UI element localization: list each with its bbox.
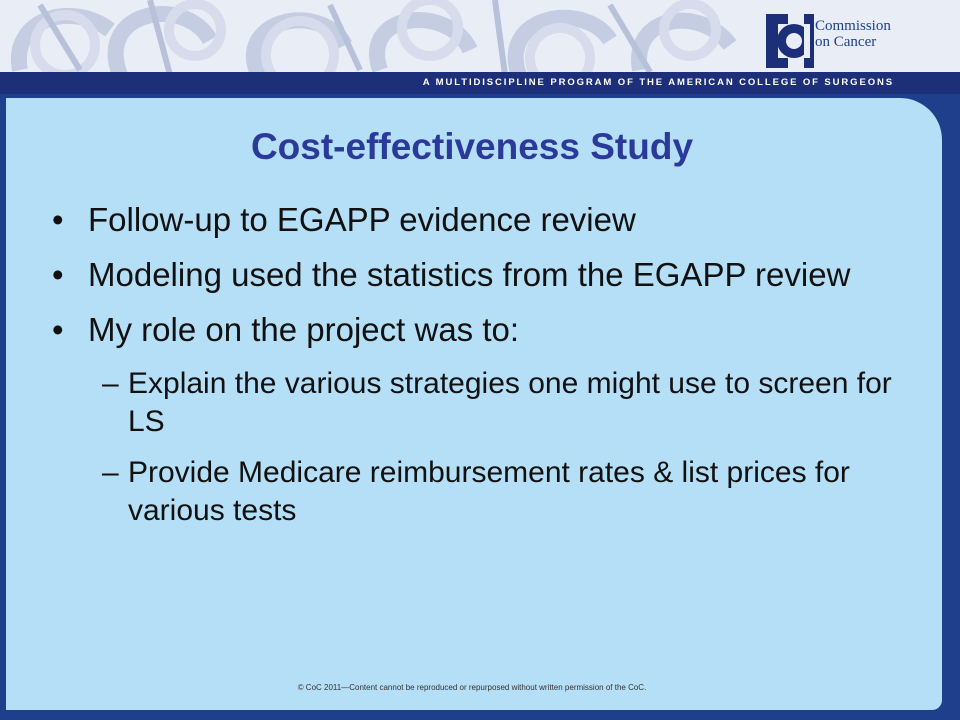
bullet-marker: • [52, 201, 64, 238]
tagline: A MULTIDISCIPLINE PROGRAM OF THE AMERICAN COLLEGE OF SURGEONS [422, 77, 894, 88]
subbullet-item [102, 454, 912, 530]
slide-title: Cost-effectiveness Study [250, 126, 694, 167]
bullet-marker: • [52, 311, 64, 348]
subbullet-item [102, 365, 912, 441]
logo-wordmark [815, 18, 891, 50]
bullet-marker: • [52, 256, 64, 293]
bullet-text: My role on the project was to: [88, 311, 520, 348]
bullet-item [52, 255, 912, 295]
decorative-letter-pattern [0, 0, 760, 78]
subbullet-text: Explain the various strategies one might use to screen for LS [128, 367, 892, 438]
bullet-text: Follow-up to EGAPP evidence review [88, 201, 636, 238]
subbullet-marker: – [102, 367, 119, 400]
subbullet-marker: – [102, 456, 119, 489]
subbullet-text: Provide Medicare reimbursement rates & list prices for various tests [128, 456, 850, 527]
logo-text-line2: on Cancer [815, 34, 877, 50]
logo-text-line1: Commission [815, 18, 891, 34]
bullet-item [52, 200, 912, 240]
header-banner [0, 0, 960, 78]
bullet-item [52, 310, 912, 350]
bullet-list [52, 200, 912, 543]
bullet-text: Modeling used the statistics from the EGAPP review [88, 256, 851, 293]
copyright-footer: © CoC 2011—Content cannot be reproduced or repurposed without written permission of the CoC. [297, 683, 647, 692]
